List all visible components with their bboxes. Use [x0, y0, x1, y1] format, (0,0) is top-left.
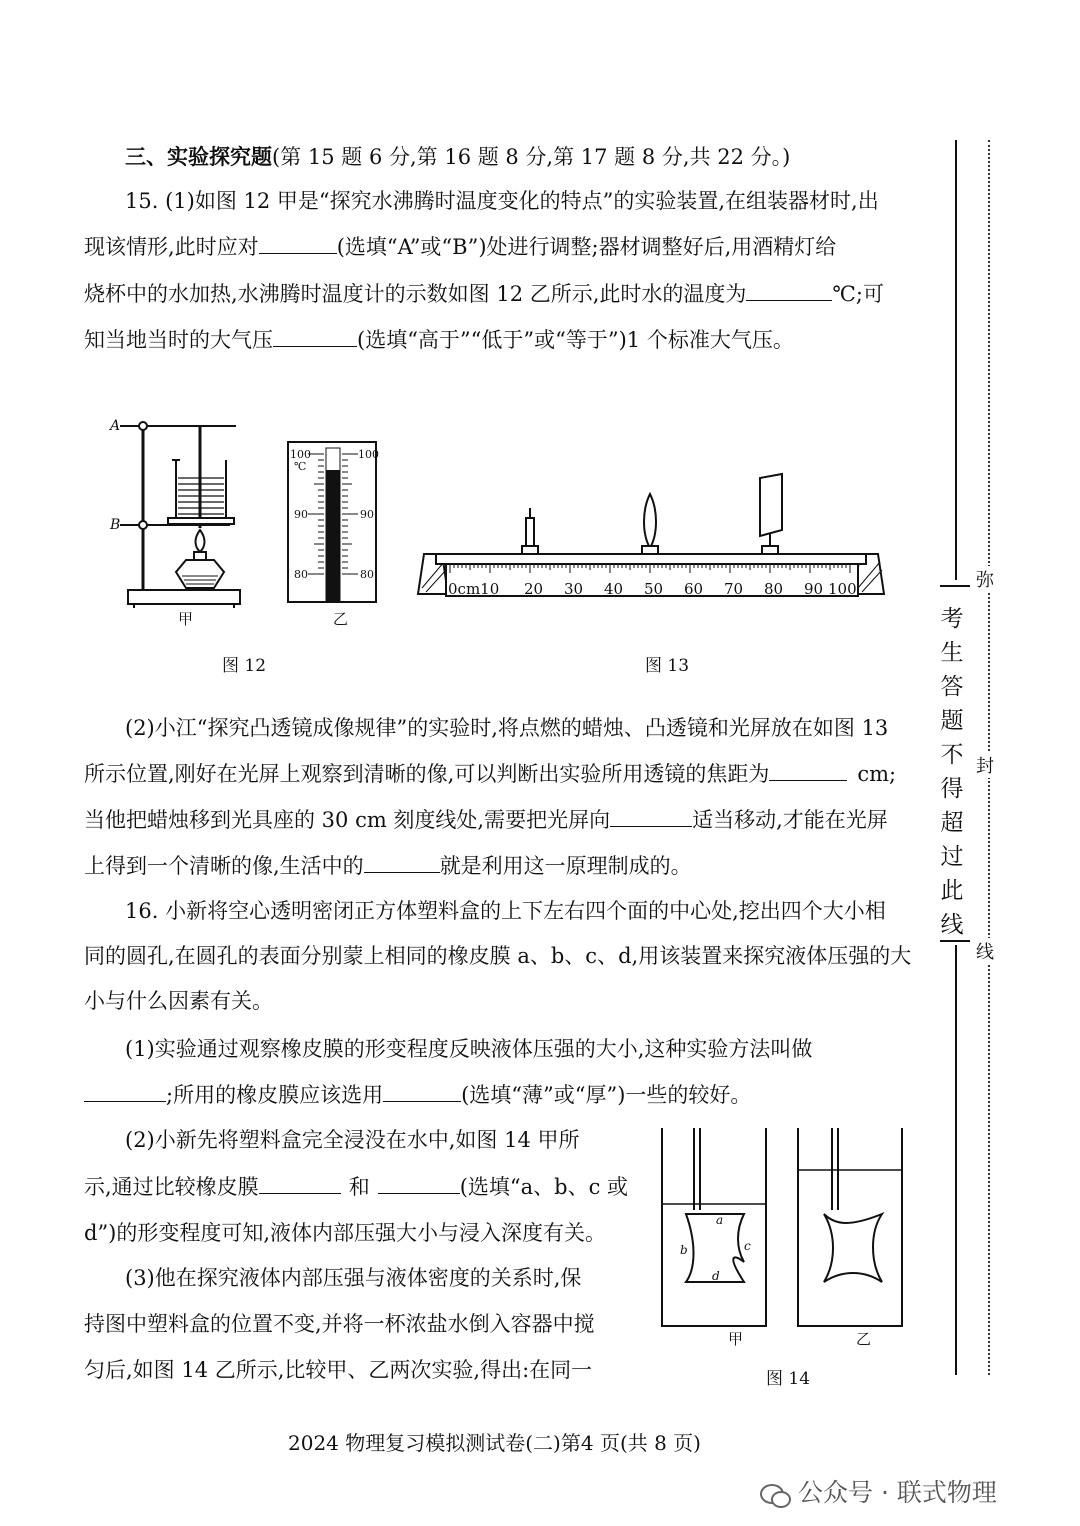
therm-tick-left-90: 90 — [294, 508, 308, 521]
fig12-sub-jia: 甲 — [178, 610, 194, 628]
bench-label-70: 70 — [724, 580, 744, 598]
notice-char: 题 — [940, 708, 964, 734]
fig14-caption: 图 14 — [766, 1369, 811, 1389]
q15-p1-line2-text-b: (选填“A”或“B”)处进行调整;器材调整好后,用酒精灯给 — [336, 235, 837, 259]
q16-p1-line1: (1)实验通过观察橡皮膜的形变程度反映液体压强的大小,这种实验方法叫做 — [125, 1037, 813, 1061]
figure-14 — [656, 1122, 906, 1358]
q15-p1-line4-text-b: (选填“高于”“低于”或“等于”)1 个标准大气压。 — [357, 328, 794, 352]
notice-char: 线 — [940, 912, 964, 938]
q16-line1: 16. 小新将空心透明密闭正方体塑料盒的上下左右四个面的中心处,挖出四个大小相 — [125, 899, 886, 923]
q15-p2-line4-text-b: 就是利用这一原理制成的。 — [439, 854, 692, 878]
label-b: B — [110, 517, 121, 533]
q15-p1-line4 — [84, 330, 794, 351]
figure-12 — [108, 412, 393, 632]
bench-label-50: 50 — [644, 580, 664, 598]
q15-p2-line4-text-a: 上得到一个清晰的像,生活中的 — [84, 854, 364, 878]
answer-blank[interactable] — [383, 1100, 461, 1102]
answer-blank[interactable] — [378, 1192, 460, 1194]
notice-char: 得 — [940, 776, 964, 802]
notice-char: 不 — [940, 742, 964, 768]
q15-p1-line2 — [84, 237, 836, 258]
wechat-icon — [760, 1482, 790, 1506]
fig12-caption: 图 12 — [222, 656, 267, 676]
binding-tick-bottom — [940, 940, 970, 942]
bench-label-0: 0cm10 — [448, 580, 500, 598]
q15-p1-line1: 15. (1)如图 12 甲是“探究水沸腾时温度变化的特点”的实验装置,在组装器材时,出 — [125, 189, 879, 213]
therm-tick-right-90: 90 — [360, 508, 374, 521]
fig13-caption: 图 13 — [645, 656, 690, 676]
bench-label-20: 20 — [524, 580, 544, 598]
q15-p1-line3 — [84, 284, 884, 305]
fig14-sub-yi: 乙 — [856, 1330, 872, 1348]
seal-char-feng: 封 — [976, 752, 994, 778]
q16-p3-line1: (3)他在探究液体内部压强与液体密度的关系时,保 — [125, 1266, 582, 1290]
binding-tick-top — [940, 585, 970, 587]
seal-char-xian: 线 — [976, 938, 994, 964]
q16-p3-line2: 持图中塑料盒的位置不变,并将一杯浓盐水倒入容器中搅 — [84, 1312, 595, 1336]
answer-blank[interactable] — [769, 779, 847, 781]
q16-p3-line3: 匀后,如图 14 乙所示,比较甲、乙两次实验,得出:在同一 — [84, 1358, 593, 1382]
q15-p2-line2-text-b: cm; — [857, 762, 897, 786]
section-title: 三、实验探究题 — [125, 144, 272, 169]
q15-p1-line3-text-a: 烧杯中的水加热,水沸腾时温度计的示数如图 12 乙所示,此时水的温度为 — [84, 282, 747, 306]
notice-char: 考 — [940, 606, 964, 632]
q15-p2-line3-text-b: 适当移动,才能在光屏 — [692, 808, 888, 832]
q16-line2: 同的圆孔,在圆孔的表面分别蒙上相同的橡皮膜 a、b、c、d,用该装置来探究液体压强的大 — [84, 944, 912, 968]
bench-label-40: 40 — [604, 580, 624, 598]
fig14-sub-jia: 甲 — [728, 1330, 744, 1348]
therm-unit: ℃ — [294, 460, 307, 473]
binding-solid-line-bottom — [955, 945, 957, 1375]
bench-label-30: 30 — [564, 580, 584, 598]
q15-p1-line2-text-a: 现该情形,此时应对 — [84, 235, 259, 259]
label-a: A — [110, 418, 121, 434]
q16-p1-line2-text-c: (选填“薄”或“厚”)一些的较好。 — [461, 1083, 752, 1107]
membrane-label-c: c — [744, 1239, 751, 1253]
q15-p2-line1: (2)小江“探究凸透镜成像规律”的实验时,将点燃的蜡烛、凸透镜和光屏放在如图 13 — [125, 716, 889, 740]
q15-p1-line3-text-b: ℃;可 — [832, 282, 884, 306]
answer-blank[interactable] — [746, 299, 832, 301]
therm-tick-right-100: 100 — [358, 448, 379, 461]
section-score-note: (第 15 题 6 分,第 16 题 8 分,第 17 题 8 分,共 22 分。) — [272, 145, 791, 169]
bench-label-90: 90 — [804, 580, 824, 598]
q16-p2-line2-text-b: 和 — [348, 1175, 370, 1199]
fig12-sub-yi: 乙 — [333, 610, 349, 628]
watermark-text: 公众号 · 联式物理 — [798, 1478, 997, 1507]
answer-blank[interactable] — [273, 345, 357, 347]
q15-p1-line4-text-a: 知当地当时的大气压 — [84, 328, 273, 352]
q16-p2-line2 — [84, 1177, 628, 1198]
notice-char: 生 — [940, 640, 964, 666]
notice-char: 超 — [940, 810, 964, 836]
binding-solid-line-top — [955, 140, 957, 580]
answer-blank[interactable] — [259, 252, 337, 254]
q16-p1-line2-text-b: ;所用的橡皮膜应该选用 — [166, 1083, 384, 1107]
bench-label-80: 80 — [764, 580, 784, 598]
page-footer: 2024 物理复习模拟测试卷(二)第4 页(共 8 页) — [288, 1431, 701, 1455]
notice-char: 此 — [940, 878, 964, 904]
answer-blank[interactable] — [610, 825, 692, 827]
answer-blank[interactable] — [364, 871, 440, 873]
answer-blank[interactable] — [84, 1100, 166, 1102]
q15-p2-line2-text-a: 所示位置,刚好在光屏上观察到清晰的像,可以判断出实验所用透镜的焦距为 — [84, 762, 770, 786]
watermark — [760, 1473, 997, 1509]
q15-p2-line4 — [84, 856, 692, 877]
section-heading — [125, 146, 790, 168]
seal-char-mi: 弥 — [976, 566, 994, 592]
boiling-apparatus — [120, 422, 240, 608]
q16-p2-line3: d”)的形变程度可知,液体内部压强大小与浸入深度有关。 — [84, 1221, 607, 1245]
figure-13 — [414, 470, 888, 605]
answer-blank[interactable] — [259, 1192, 341, 1194]
membrane-label-a: a — [716, 1213, 724, 1227]
q15-p2-line2 — [84, 764, 896, 785]
q15-p2-line3 — [84, 810, 888, 831]
bench-label-100: 100 — [828, 580, 857, 598]
notice-char: 过 — [940, 844, 964, 870]
q16-p2-line1: (2)小新先将塑料盒完全浸没在水中,如图 14 甲所 — [125, 1128, 580, 1152]
membrane-label-b: b — [680, 1243, 688, 1257]
q16-p2-line2-text-a: 示,通过比较橡皮膜 — [84, 1175, 259, 1199]
therm-tick-left-80: 80 — [294, 568, 308, 581]
q16-p2-line2-text-c: (选填“a、b、c 或 — [459, 1175, 629, 1199]
therm-tick-right-80: 80 — [360, 568, 374, 581]
q15-p2-line3-text-a: 当他把蜡烛移到光具座的 30 cm 刻度线处,需要把光屏向 — [84, 808, 611, 832]
membrane-label-d: d — [712, 1269, 720, 1283]
therm-tick-left-100: 100 — [290, 448, 311, 461]
q16-line3: 小与什么因素有关。 — [84, 989, 273, 1013]
q16-p1-line2 — [84, 1085, 751, 1106]
notice-char: 答 — [940, 674, 964, 700]
bench-label-60: 60 — [684, 580, 704, 598]
